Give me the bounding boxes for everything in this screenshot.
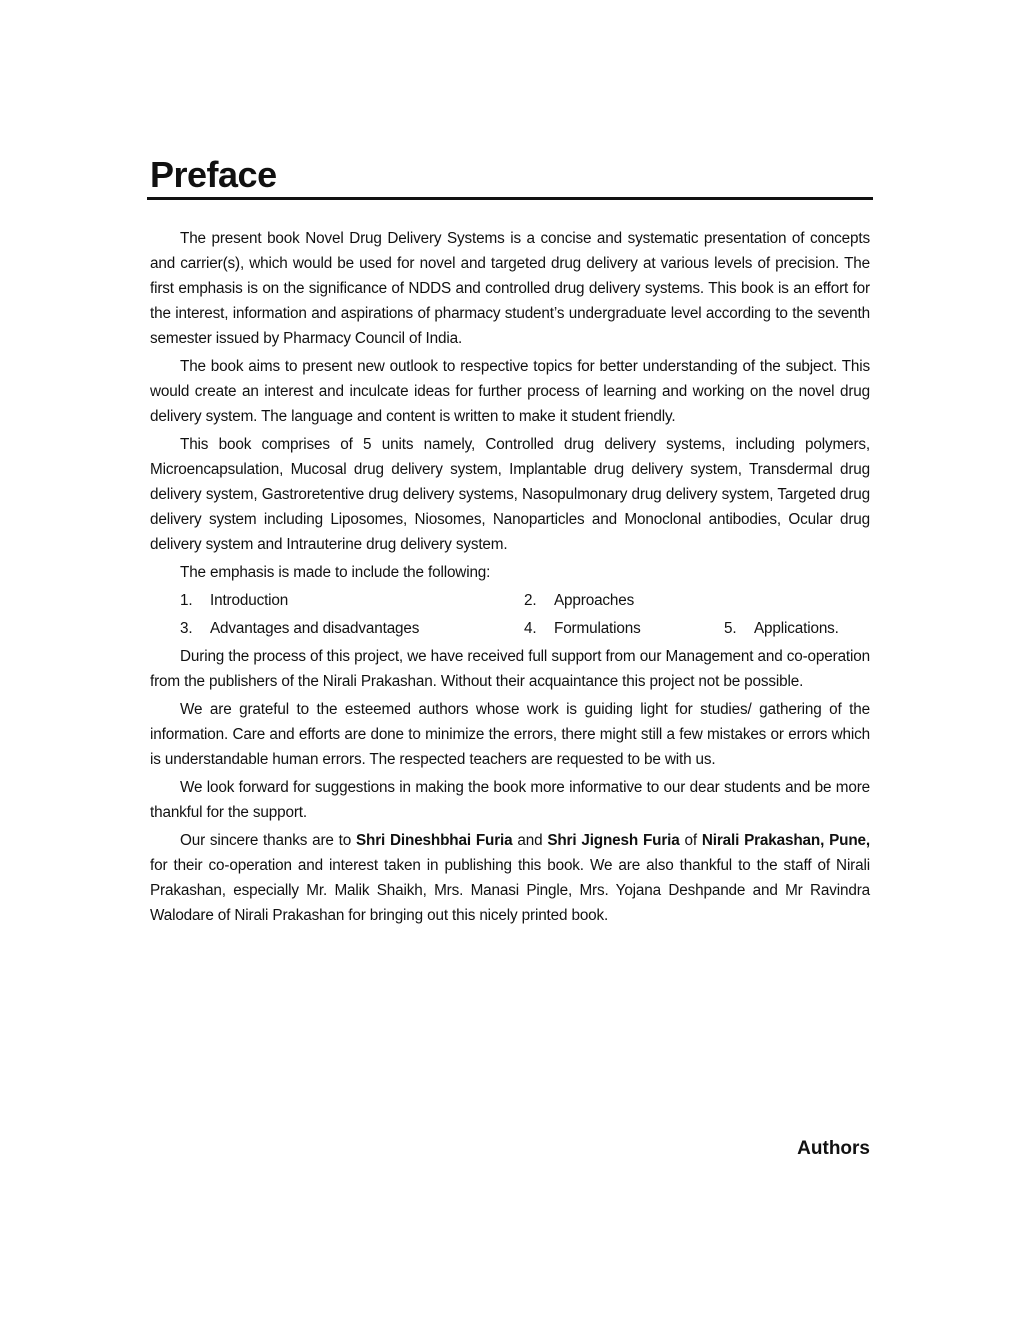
list-item: Advantages and disadvantages [210,620,420,637]
paragraph: The book aims to present new outlook to respective topics for better understanding of the subject. This would create an interest and inculcate ideas for further process of learning and working on the novel drug delivery system. The language and content is written to make it student friendly. [150,358,870,425]
paragraph: This book comprises of 5 units namely, Controlled drug delivery systems, including polymers, Microencapsulation, Mucosal drug delivery system, Implantable drug delivery system, Transdermal drug delivery system, Gastroretentive drug delivery systems, Nasopulmonary drug delivery system, Targeted drug delivery system including Liposomes, Niosomes, Nanoparticles and Monoclonal antibodies, Ocular drug delivery system and Intrauterine drug delivery system. [150,436,870,553]
title-divider [147,197,873,200]
emphasis-list [150,588,870,613]
text: Our sincere thanks are to [180,832,356,849]
paragraph: The present book Novel Drug Delivery Systems is a concise and systematic presentation of concepts and carrier(s), which would be used for novel and targeted drug delivery at various levels of precision. The first emphasis is on the significance of NDDS and controlled drug delivery systems. This book is an effort for the interest, information and aspirations of pharmacy student’s undergraduate level according to the seventh semester issued by Pharmacy Council of India. [150,230,870,347]
bold-name: Nirali Prakashan, Pune, [701,832,870,849]
list-item: Introduction [210,592,289,609]
emphasis-list [150,616,870,641]
list-number: 2. [524,592,537,609]
text: and [512,832,548,849]
text: for their co-operation and interest taken in publishing this book. We are also thankful to the staff of Nirali Prakashan, especially Mr. Malik Shaikh, Mrs. Manasi Pingle, Mrs. Yojana Deshpande and Mr Ravindra Walodare of Nirali Prakashan for bringing out this nicely printed book. [150,857,870,924]
paragraph: The emphasis is made to include the following: [180,564,491,581]
thanks-paragraph [150,828,870,928]
list-item: Approaches [554,592,635,609]
paragraph: We look forward for suggestions in making the book more informative to our dear students and be more thankful for the support. [150,779,870,821]
preface-page [150,150,870,924]
paragraph: During the process of this project, we have received full support from our Management and co-operation from the publishers of the Nirali Prakashan. Without their acquaintance this project not be possible. [150,648,870,690]
signature: Authors [797,1138,870,1159]
list-item: Formulations [554,620,641,637]
text: of [679,832,702,849]
list-number: 5. [724,620,737,637]
page-title: Preface [150,154,277,195]
list-item: Applications. [754,620,839,637]
bold-name: Shri Dineshbhai Furia [355,832,513,849]
paragraph: We are grateful to the esteemed authors whose work is guiding light for studies/ gathering of the information. Care and efforts are done to minimize the errors, there might still a few mistakes or errors which is understandable human errors. The respected teachers are requested to be with us. [150,701,870,768]
list-number: 4. [524,620,537,637]
preface-body [150,226,870,931]
list-number: 1. [180,592,193,609]
list-number: 3. [180,620,193,637]
bold-name: Shri Jignesh Furia [547,832,680,849]
